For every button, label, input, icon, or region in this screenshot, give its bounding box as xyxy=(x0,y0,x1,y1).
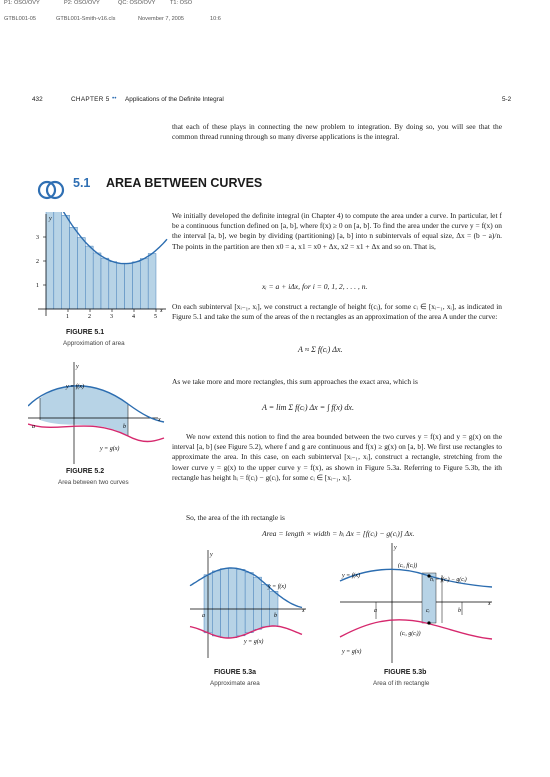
chapter-label: CHAPTER 5 xyxy=(71,96,110,103)
production-mark-4: T1: OSO xyxy=(170,0,193,6)
file-date: November 7, 2005 xyxy=(138,16,185,22)
rectangle xyxy=(253,577,261,629)
figure-5-3b xyxy=(336,539,496,667)
figure-5-2-caption: Area between two curves xyxy=(58,479,129,486)
label-g: y = g(x) xyxy=(244,639,264,645)
x-tick-label: 1 xyxy=(66,314,69,320)
label-f: y = f(x) xyxy=(268,584,287,590)
x-axis-label: x xyxy=(488,601,491,607)
y-tick-label: 3 xyxy=(36,235,39,241)
paragraph-4: We now extend this notion to find the area bounded between the two curves y = f(x) and y = g(x) on the interval [a, b] (see Figure 5.2), where f and g are continuous and f(x) ≥ g(x) on [a, b]. We first use rectangles to approximate the area. In this case, on each subinterval [xᵢ₋₁, xᵢ], construct a rectangle, stretching from the lower curve y = g(x) to the upper curve y = f(x), as shown in Figure 5.3a. Referring to Figure 5.3b, the ith rectangle has height hᵢ = f(cᵢ) − g(cᵢ), for some cᵢ ∈ [xᵢ₋₁, xᵢ]. xyxy=(172,432,502,482)
y-axis-label: y xyxy=(76,364,79,370)
curve-g xyxy=(28,424,164,442)
region-between-curves xyxy=(40,385,128,436)
file-time: 10:6 xyxy=(210,16,221,22)
rectangle xyxy=(54,212,62,309)
label-a: a xyxy=(374,608,377,614)
label-a: a xyxy=(202,613,205,619)
label-g: y = g(x) xyxy=(342,649,362,655)
rectangle xyxy=(262,584,270,627)
figure-5-2 xyxy=(28,360,166,466)
label-g: y = g(x) xyxy=(100,446,120,452)
y-axis-label: y xyxy=(49,216,52,222)
figure-5-3b-title: FIGURE 5.3b xyxy=(384,669,427,676)
rectangle xyxy=(132,262,140,309)
label-bottom-point: (cᵢ, g(cᵢ)) xyxy=(400,631,421,637)
intro-paragraph: that each of these plays in connecting the new problem to integration. By doing so, you will see that the common thread running through so many diverse applications is the integral. xyxy=(172,122,502,142)
figure-5-1-graph xyxy=(28,212,168,320)
rectangle xyxy=(229,568,237,638)
rectangle xyxy=(46,212,54,309)
file-code: GTBL001-05 xyxy=(4,16,37,22)
figure-5-3a-caption: Approximate area xyxy=(210,680,260,687)
label-b: b xyxy=(123,424,126,430)
x-axis-label: x xyxy=(160,308,163,314)
section-number: 5.1 xyxy=(73,176,91,190)
rectangle xyxy=(148,253,156,309)
paragraph-1: We initially developed the definite integral (in Chapter 4) to compute the area under a curve. In particular, let f be a continuous function defined on [a, b], where f(x) ≥ 0 on [a, b]. To find the area under the curve y = f(x) on the interval [a, b], we begin by dividing (partitioning) [a, b] into n subintervals of equal size, Δx = (b − a)/n. The points in the partition are then x0 = a, x1 = x0 + Δx, x2 = x1 + Δx and so on. That is, xyxy=(172,211,502,251)
y-tick-label: 2 xyxy=(36,259,39,265)
production-mark-1: P1: OSO/OVY xyxy=(4,0,40,6)
y-tick-label: 1 xyxy=(36,283,39,289)
equation-partition: xᵢ = a + iΔx, for i = 0, 1, 2, . . . , n. xyxy=(262,282,368,291)
section-code: 5-2 xyxy=(502,96,512,103)
equation-riemann-sum: A ≈ Σ f(cᵢ) Δx. xyxy=(298,345,343,354)
equation-limit: A = lim Σ f(cᵢ) Δx = ∫ f(x) dx. xyxy=(262,403,354,412)
curve-f xyxy=(340,569,492,587)
x-tick-label: 4 xyxy=(132,314,135,320)
x-axis-label: x xyxy=(158,417,161,423)
rectangle xyxy=(237,569,245,635)
paragraph-2: On each subinterval [xᵢ₋₁, xᵢ], we construct a rectangle of height f(cᵢ), for some cᵢ ∈ [xᵢ₋₁, xᵢ], as indicated in Figure 5.1 and take the sum of the areas of the n rectangles as an approximation of the area A under the curve: xyxy=(172,302,502,322)
section-title: AREA BETWEEN CURVES xyxy=(106,176,263,190)
x-axis-label: x xyxy=(302,608,305,614)
page-number: 432 xyxy=(32,96,43,103)
y-axis-label: y xyxy=(394,545,397,551)
rectangle xyxy=(245,572,253,632)
rectangle xyxy=(101,258,109,309)
label-a: a xyxy=(32,424,35,430)
paragraph-5: So, the area of the ith rectangle is xyxy=(186,513,285,522)
figure-5-1 xyxy=(28,212,168,320)
production-mark-2: P2: OSO/OVY xyxy=(64,0,100,6)
rectangle xyxy=(77,237,85,309)
section-circles-icon xyxy=(36,176,66,204)
bottom-point-marker xyxy=(427,621,430,624)
rectangle xyxy=(140,259,148,309)
label-f: y = f(x) xyxy=(66,384,85,390)
figure-5-2-title: FIGURE 5.2 xyxy=(66,468,105,475)
x-tick-label: 2 xyxy=(88,314,91,320)
paragraph-3: As we take more and more rectangles, this sum approaches the exact area, which is xyxy=(172,377,418,386)
rectangle xyxy=(117,263,125,309)
label-height: hᵢ = f(cᵢ) − g(cᵢ) xyxy=(430,577,467,583)
figure-5-1-caption: Approximation of area xyxy=(63,340,125,347)
file-name: GTBL001-Smith-v16.cls xyxy=(56,16,116,22)
rectangle xyxy=(109,262,117,309)
rectangle xyxy=(212,571,220,636)
rectangle xyxy=(220,569,228,638)
rectangle xyxy=(62,215,70,309)
chapter-dots: •• xyxy=(112,95,117,102)
label-b: b xyxy=(458,608,461,614)
rectangle xyxy=(125,263,133,309)
label-top-point: (cᵢ, f(cᵢ)) xyxy=(398,563,418,569)
equation-area-rect: Area = length × width = hᵢ Δx = [f(cᵢ) − g(cᵢ)] Δx. xyxy=(262,529,415,538)
label-b: b xyxy=(274,613,277,619)
label-f: y = f(x) xyxy=(342,573,361,579)
label-ci: cᵢ xyxy=(426,608,430,614)
figure-5-3b-caption: Area of ith rectangle xyxy=(373,680,430,687)
figure-5-1-title: FIGURE 5.1 xyxy=(66,329,105,336)
rectangle xyxy=(70,227,78,309)
rectangle xyxy=(93,253,101,309)
rectangle xyxy=(85,246,93,309)
figure-5-3a xyxy=(186,546,310,662)
chapter-title: Applications of the Definite Integral xyxy=(125,96,224,103)
figure-5-3a-title: FIGURE 5.3a xyxy=(214,669,257,676)
y-axis-label: y xyxy=(210,552,213,558)
x-tick-label: 3 xyxy=(110,314,113,320)
production-mark-3: QC: OSO/OVY xyxy=(118,0,156,6)
x-tick-label: 5 xyxy=(154,314,157,320)
